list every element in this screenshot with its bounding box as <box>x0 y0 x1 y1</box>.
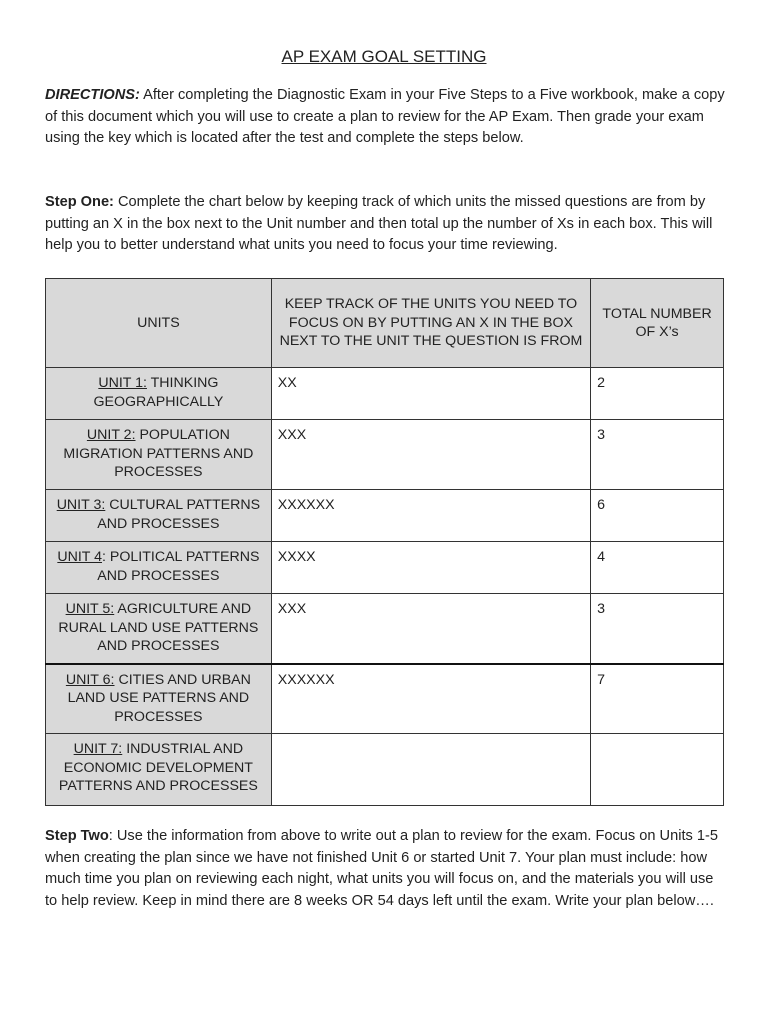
total-cell[interactable] <box>591 734 724 806</box>
header-keep-track: KEEP TRACK OF THE UNITS YOU NEED TO FOCUS ON BY PUTTING AN X IN THE BOX NEXT TO THE UNIT THE QUESTION IS FROM <box>271 279 590 368</box>
table-row <box>46 542 724 594</box>
unit-cell <box>46 490 272 542</box>
unit-code: UNIT 7: <box>73 741 123 757</box>
table-row <box>46 594 724 664</box>
step-two-paragraph <box>45 826 725 912</box>
page-title: AP EXAM GOAL SETTING <box>281 47 487 66</box>
unit-code: UNIT 4 <box>57 549 103 565</box>
total-cell[interactable]: 2 <box>591 368 724 420</box>
table-header-row <box>46 279 724 368</box>
total-cell[interactable]: 4 <box>591 542 724 594</box>
step-two-label: Step Two <box>45 828 109 844</box>
marks-cell[interactable] <box>271 734 590 806</box>
marks-cell[interactable]: XXXXXX <box>271 490 590 542</box>
total-cell[interactable]: 7 <box>591 664 724 734</box>
unit-tracking-table <box>45 278 724 806</box>
directions-paragraph <box>45 85 725 150</box>
table-row <box>46 368 724 420</box>
header-total: TOTAL NUMBER OF X’s <box>591 279 724 368</box>
step-two-text: : Use the information from above to write out a plan to review for the exam. Focus on Units 1-5 when creating the plan since we have not finished Unit 6 or started Unit 7. Your plan must include: how much time you plan on reviewing each night, what units you will focus on, and the materials you will use to help review. Keep in mind there are 8 weeks OR 54 days left until the exam. Write your plan below…. <box>45 828 718 909</box>
unit-cell <box>46 542 272 594</box>
header-units: UNITS <box>46 279 272 368</box>
total-cell[interactable]: 3 <box>591 594 724 664</box>
unit-name: POPULATION MIGRATION PATTERNS AND PROCESSES <box>63 427 254 480</box>
unit-cell <box>46 664 272 734</box>
unit-code: UNIT 2: <box>86 427 136 443</box>
step-one-paragraph <box>45 192 725 257</box>
unit-cell <box>46 420 272 490</box>
table-row <box>46 490 724 542</box>
unit-code: UNIT 3: <box>56 497 106 513</box>
step-one-text: Complete the chart below by keeping track of which units the missed questions are from by putting an X in the box next to the Unit number and then total up the number of Xs in each box. This will help you to better understand what units you need to focus your time reviewing. <box>45 194 713 253</box>
step-one-label: Step One: <box>45 194 114 210</box>
unit-name: CITIES AND URBAN LAND USE PATTERNS AND PROCESSES <box>67 671 251 725</box>
unit-code: UNIT 5: <box>65 601 115 617</box>
table-row <box>46 734 724 806</box>
unit-cell <box>46 368 272 420</box>
directions-text: After completing the Diagnostic Exam in your Five Steps to a Five workbook, make a copy of this document which you will use to create a plan to review for the AP Exam. Then grade your exam using the key which is located after the test and complete the steps below. <box>45 87 725 146</box>
marks-cell[interactable]: XXXX <box>271 542 590 594</box>
marks-cell[interactable]: XXXXXX <box>271 664 590 734</box>
unit-name: AGRICULTURE AND RURAL LAND USE PATTERNS AND PROCESSES <box>58 601 259 654</box>
table-row <box>46 420 724 490</box>
unit-cell <box>46 594 272 664</box>
total-cell[interactable]: 6 <box>591 490 724 542</box>
marks-cell[interactable]: XXX <box>271 420 590 490</box>
unit-name: THINKING GEOGRAPHICALLY <box>93 375 224 410</box>
unit-code: UNIT 6: <box>65 671 115 688</box>
unit-name: CULTURAL PATTERNS AND PROCESSES <box>97 497 261 532</box>
unit-code: UNIT 1: <box>98 375 147 391</box>
unit-name: INDUSTRIAL AND ECONOMIC DEVELOPMENT PATTERNS AND PROCESSES <box>58 741 258 794</box>
table-row <box>46 664 724 734</box>
unit-name: : POLITICAL PATTERNS AND PROCESSES <box>97 549 260 584</box>
directions-label: DIRECTIONS: <box>45 87 140 103</box>
marks-cell[interactable]: XX <box>271 368 590 420</box>
unit-cell <box>46 734 272 806</box>
total-cell[interactable]: 3 <box>591 420 724 490</box>
marks-cell[interactable]: XXX <box>271 594 590 664</box>
